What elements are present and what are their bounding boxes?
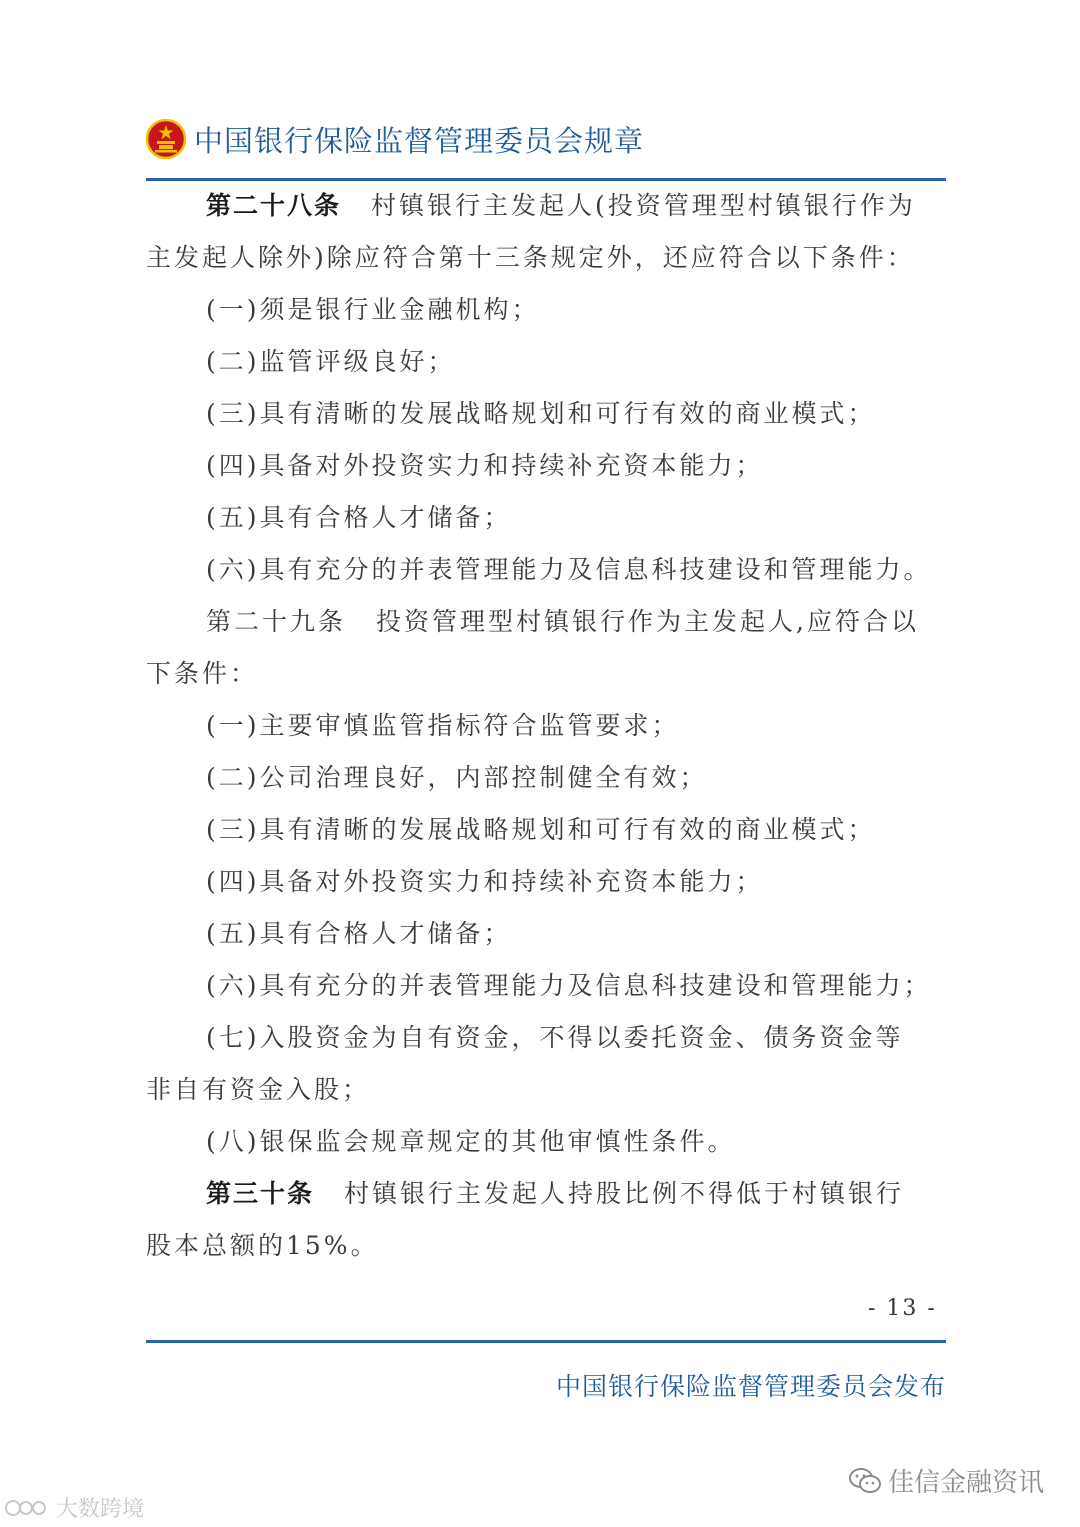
article-30-line-2: 股本总额的15%。 — [146, 1231, 379, 1260]
article-30-line-1 — [206, 1174, 904, 1214]
article-28-item-2: (二)监管评级良好； — [206, 347, 456, 376]
article-28-item-6: (六)具有充分的并表管理能力及信息科技建设和管理能力。 — [206, 555, 932, 584]
article-29-title: 第二十九条 — [206, 607, 347, 636]
article-29-item-7-continued: 非自有资金入股； — [146, 1075, 371, 1104]
watermark-wechat — [848, 1462, 1044, 1499]
header-title: 中国银行保险监督管理委员会规章 — [194, 123, 645, 158]
article-28-item-3: (三)具有清晰的发展战略规划和可行有效的商业模式； — [206, 399, 876, 428]
article-30-title: 第三十条 — [206, 1179, 315, 1208]
national-emblem-icon — [146, 119, 186, 159]
footer-publisher: 中国银行保险监督管理委员会发布 — [555, 1372, 946, 1401]
article-29-item-1: (一)主要审慎监管指标符合监管要求； — [206, 711, 680, 740]
page-header — [146, 116, 946, 162]
article-29-item-8: (八)银保监会规章规定的其他审慎性条件。 — [206, 1127, 736, 1156]
article-28-text-1: 村镇银行主发起人(投资管理型村镇银行作为 — [371, 191, 916, 220]
article-28-item-1: (一)须是银行业金融机构； — [206, 295, 540, 324]
watermark-left-text: 大数跨境 — [56, 1497, 145, 1522]
article-29-line-2: 下条件： — [146, 659, 259, 688]
article-30-text-1: 村镇银行主发起人持股比例不得低于村镇银行 — [344, 1179, 905, 1208]
watermark-corner — [4, 1492, 144, 1523]
article-29-text-1: 投资管理型村镇银行作为主发起人,应符合以 — [376, 607, 919, 636]
article-28-item-4: (四)具备对外投资实力和持续补充资本能力； — [206, 451, 764, 480]
article-29-line-1 — [206, 602, 919, 642]
article-28-title: 第二十八条 — [206, 191, 342, 220]
logo-icon — [4, 1495, 52, 1521]
page-number: - 13 - — [868, 1296, 937, 1321]
wechat-icon — [848, 1466, 882, 1496]
article-28-line-1 — [206, 186, 916, 226]
footer-divider — [146, 1340, 946, 1343]
article-29-item-3: (三)具有清晰的发展战略规划和可行有效的商业模式； — [206, 815, 876, 844]
watermark-right-text: 佳信金融资讯 — [888, 1468, 1045, 1498]
header-divider — [146, 178, 946, 181]
article-29-item-4: (四)具备对外投资实力和持续补充资本能力； — [206, 867, 764, 896]
article-29-item-2: (二)公司治理良好，内部控制健全有效； — [206, 763, 708, 792]
article-28-item-5: (五)具有合格人才储备； — [206, 503, 512, 532]
article-29-item-5: (五)具有合格人才储备； — [206, 919, 512, 948]
article-28-line-2: 主发起人除外)除应符合第十三条规定外，还应符合以下条件： — [146, 243, 915, 272]
article-29-item-7: (七)入股资金为自有资金，不得以委托资金、债务资金等 — [206, 1023, 904, 1052]
article-29-item-6: (六)具有充分的并表管理能力及信息科技建设和管理能力； — [206, 971, 932, 1000]
